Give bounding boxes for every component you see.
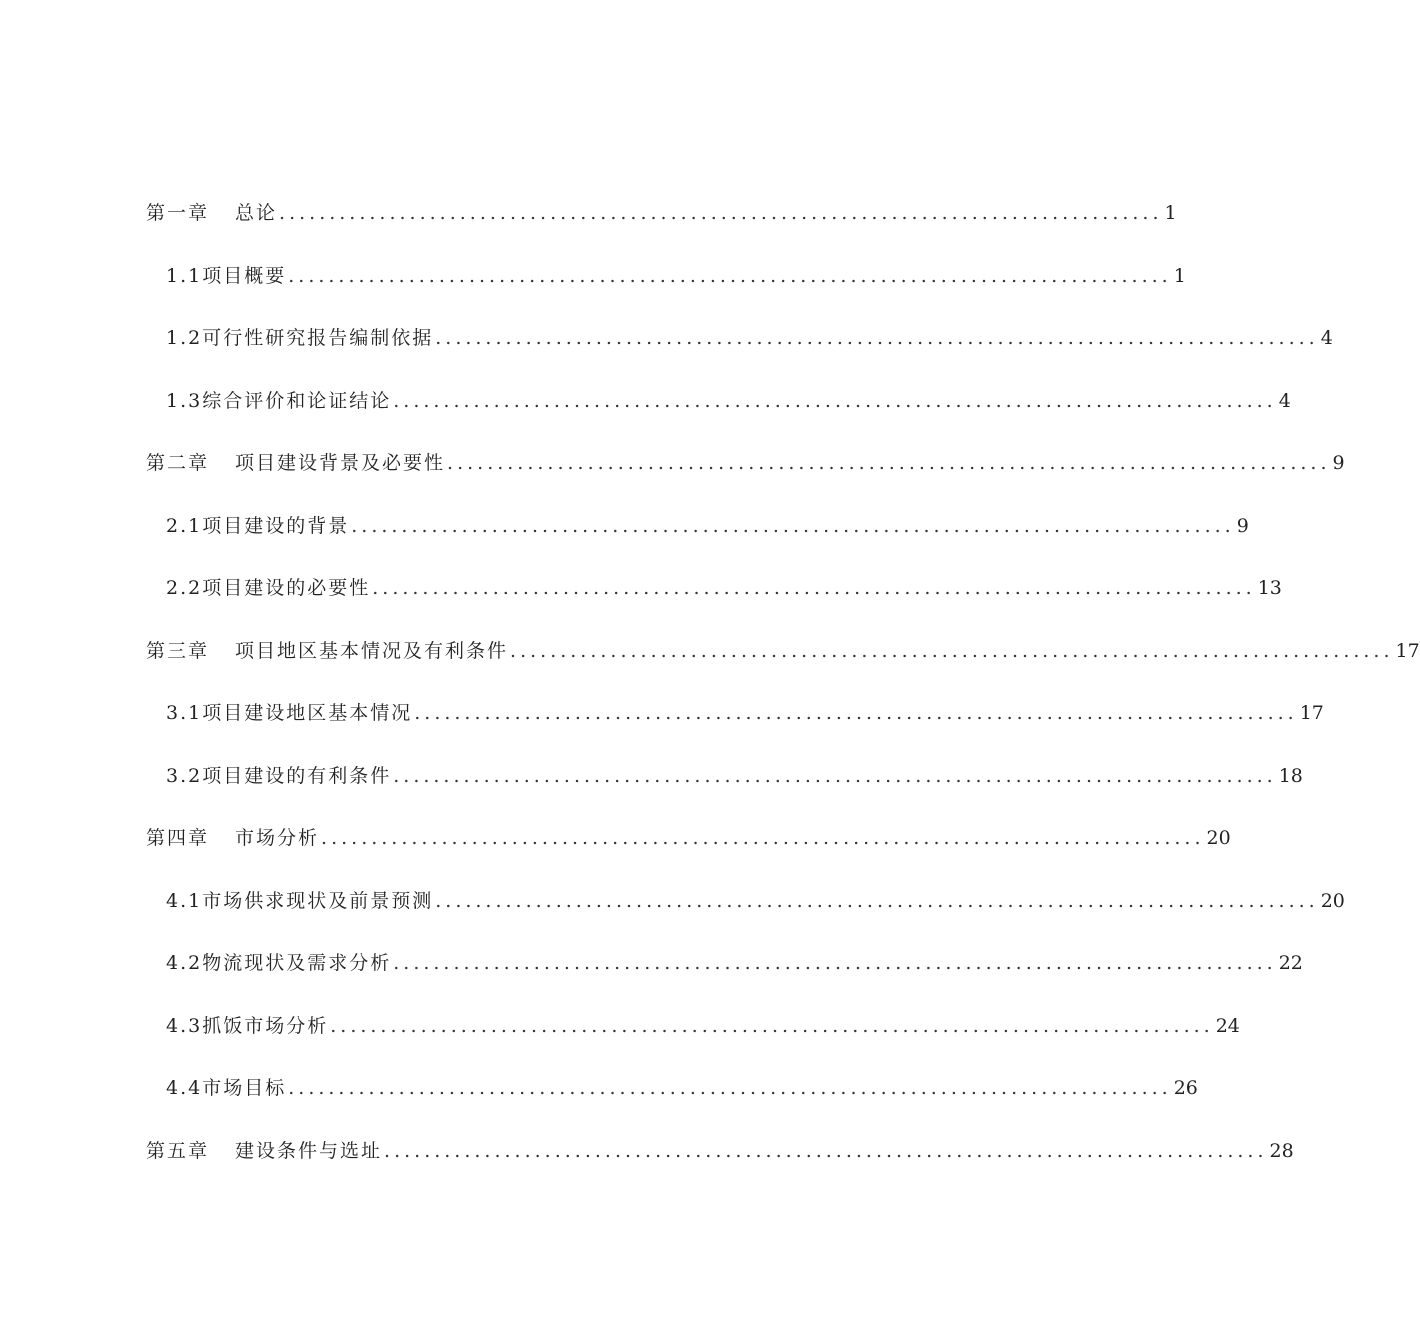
- toc-title: 项目建设地区基本情况: [202, 702, 413, 724]
- dot-leader: ........................................................................................: [288, 1077, 1172, 1099]
- toc-title: 综合评价和论证结论: [202, 390, 392, 412]
- dot-leader: ........................................................................................: [393, 952, 1277, 974]
- toc-page-number: 4: [1320, 327, 1333, 349]
- toc-number: 第二章: [146, 452, 210, 474]
- toc-title: 市场分析: [235, 827, 320, 849]
- toc-number: 第三章: [146, 640, 210, 662]
- toc-number: 4.3: [166, 1015, 203, 1037]
- toc-entry[interactable]: [166, 698, 1324, 728]
- toc-number: 2.2: [166, 577, 203, 599]
- toc-number: 1.2: [166, 327, 203, 349]
- toc-number: 3.1: [166, 702, 203, 724]
- toc-title: 项目概要: [202, 265, 287, 287]
- toc-entry[interactable]: [146, 636, 1420, 666]
- toc-page-number: 1: [1173, 265, 1186, 287]
- toc-entry[interactable]: [166, 261, 1186, 291]
- dot-leader: ........................................................................................: [393, 765, 1277, 787]
- toc-page-number: 9: [1236, 515, 1249, 537]
- toc-entry[interactable]: [146, 1136, 1294, 1166]
- dot-leader: ........................................................................................: [288, 265, 1172, 287]
- toc-number: 2.1: [166, 515, 203, 537]
- toc-page-number: 4: [1278, 390, 1291, 412]
- toc-title: 项目建设的有利条件: [202, 765, 392, 787]
- toc-entry[interactable]: [166, 1011, 1240, 1041]
- toc-page-number: 17: [1395, 640, 1420, 662]
- toc-entry[interactable]: [146, 198, 1177, 228]
- dot-leader: ........................................................................................: [510, 640, 1394, 662]
- toc-entry[interactable]: [166, 386, 1291, 416]
- toc-page-number: 13: [1257, 577, 1282, 599]
- dot-leader: ........................................................................................: [351, 515, 1235, 537]
- dot-leader: ........................................................................................: [384, 1140, 1268, 1162]
- dot-leader: ........................................................................................: [330, 1015, 1214, 1037]
- toc-page-number: 1: [1164, 202, 1177, 224]
- toc-entry[interactable]: [166, 886, 1345, 916]
- toc-entry[interactable]: [166, 948, 1303, 978]
- toc-number: 1.1: [166, 265, 203, 287]
- toc-number: 第四章: [146, 827, 210, 849]
- toc-title: 项目地区基本情况及有利条件: [235, 640, 509, 662]
- toc-page-number: 22: [1278, 952, 1303, 974]
- toc-number: 1.3: [166, 390, 203, 412]
- toc-entry[interactable]: [166, 761, 1303, 791]
- toc-number: 4.2: [166, 952, 203, 974]
- toc-entry[interactable]: [166, 323, 1333, 353]
- dot-leader: ........................................................................................: [279, 202, 1163, 224]
- toc-number: 3.2: [166, 765, 203, 787]
- toc-number: 4.4: [166, 1077, 203, 1099]
- toc-title: 总论: [235, 202, 278, 224]
- toc-page-number: 24: [1215, 1015, 1240, 1037]
- dot-leader: ........................................................................................: [321, 827, 1205, 849]
- toc-title: 抓饭市场分析: [202, 1015, 329, 1037]
- dot-leader: ........................................................................................: [372, 577, 1256, 599]
- dot-leader: ........................................................................................: [414, 702, 1298, 724]
- toc-page-number: 28: [1269, 1140, 1294, 1162]
- toc-title: 物流现状及需求分析: [202, 952, 392, 974]
- toc-title: 项目建设背景及必要性: [235, 452, 446, 474]
- toc-page-number: 20: [1320, 890, 1345, 912]
- toc-entry[interactable]: [166, 511, 1249, 541]
- toc-entry[interactable]: [146, 823, 1231, 853]
- dot-leader: ........................................................................................: [447, 452, 1331, 474]
- toc-number: 第一章: [146, 202, 210, 224]
- toc-title: 市场目标: [202, 1077, 287, 1099]
- toc-number: 4.1: [166, 890, 203, 912]
- toc-page-number: 18: [1278, 765, 1303, 787]
- toc-title: 市场供求现状及前景预测: [202, 890, 434, 912]
- toc-entry[interactable]: [166, 1073, 1198, 1103]
- toc-number: 第五章: [146, 1140, 210, 1162]
- toc-page-number: 17: [1299, 702, 1324, 724]
- toc-page-number: 20: [1206, 827, 1231, 849]
- toc-page-number: 26: [1173, 1077, 1198, 1099]
- toc-title: 可行性研究报告编制依据: [202, 327, 434, 349]
- toc-title: 建设条件与选址: [235, 1140, 383, 1162]
- dot-leader: ........................................................................................: [435, 890, 1319, 912]
- toc-title: 项目建设的必要性: [202, 577, 371, 599]
- toc-entry[interactable]: [166, 573, 1282, 603]
- toc-page-number: 9: [1332, 452, 1345, 474]
- dot-leader: ........................................................................................: [393, 390, 1277, 412]
- toc-entry[interactable]: [146, 448, 1345, 478]
- dot-leader: ........................................................................................: [435, 327, 1319, 349]
- toc-title: 项目建设的背景: [202, 515, 350, 537]
